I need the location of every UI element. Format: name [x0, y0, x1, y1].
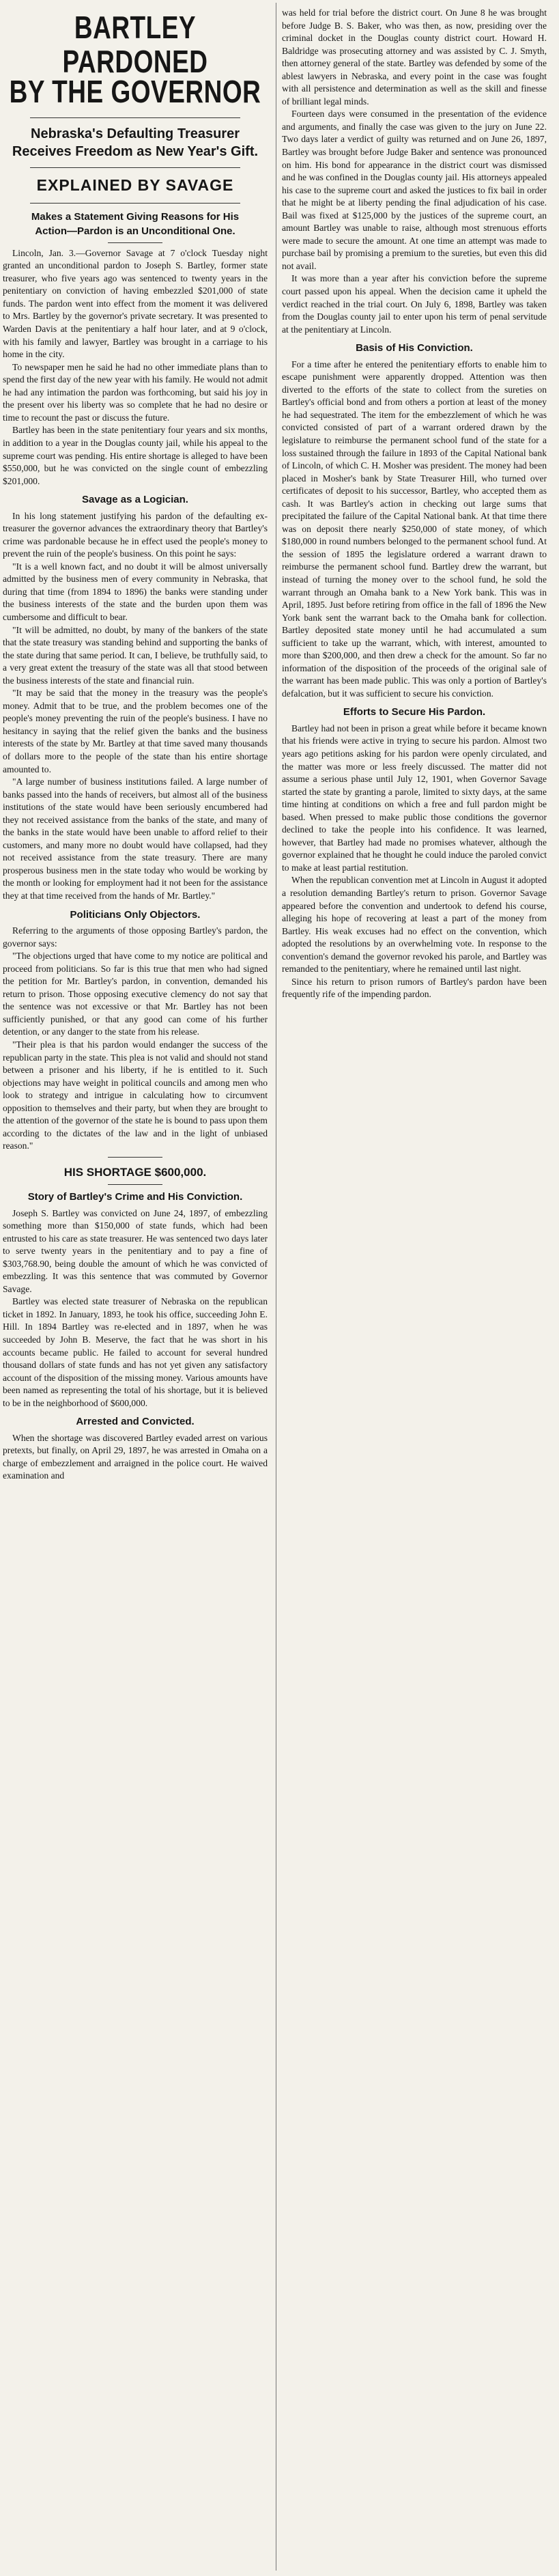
paragraph: "It will be admitted, no doubt, by many of the bankers of the state that the state treasury was standing behind and supporting the banks of the state during that same period. It can, I believe, be truthfully said, to a very great extent the treasury of the state was all that stood between the business interests of the state and financial ruin. [3, 624, 268, 686]
paragraph: "It may be said that the money in the treasury was the people's money. Admit that to be true, and the problem becomes one of the people's money preventing the ruin of the people's business. I have no hesitancy in saying that the relief given the banks and the business interests of the state by Mr. Bartley at that time saved many thousands of dollars more to the people of the state than his entire shortage amounted to. [3, 688, 268, 774]
subhead-story: Story of Bartley's Crime and His Conviction. [27, 1191, 243, 1203]
paragraph: Bartley has been in the state penitentiary four years and six months, in addition to a year in the Douglas county jail, while his appeal to the supreme court was pending. His entire shortage is alleged to have been $550,000, but he was convicted on the single count of embezzling $201,000. [3, 425, 268, 486]
subhead-politicians: Politicians Only Objectors. [70, 908, 201, 921]
divider [108, 242, 162, 243]
paragraph: "It is a well known fact, and no doubt it will be almost universally admitted by the business men of every community in Nebraska, that during that time (from 1894 to 1896) the banks were standing under the business interests of the state and the burden upon them was cumbersome and difficult to bear. [3, 561, 268, 622]
paragraph: "A large number of business institutions failed. A large number of banks passed into the hands of receivers, but almost all of the business institutions of the state would have been seriously encumbered had they not received assistance from the banks of the state, and many of the banks in the state would have been unable to afford relief to their customers, and many more no doubt would have collapsed, had they not received assistance from the state treasury. There are many prosperous business men in the state today who would be working by the month or looking for employment had it not been for the assistance they at that time received from the hands of Mr. Bartley." [3, 776, 268, 901]
paragraph: was held for trial before the district court. On June 8 he was brought before Judge B. S. Baker, who was then, as now, presiding over the criminal docket in the Douglas county district court. Howard H. Baldridge was prosecuting attorney and was assisted by C. J. Smyth, then attorney general of the state. Bartley was defended by some of the ablest lawyers in Nebraska, and every point in the case was fought with all persistence and determination as well as the skill and finesse of brilliant legal minds. [282, 8, 547, 107]
deck-1: Nebraska's Defaulting Treasurer Receives Freedom as New Year's Gift. [12, 126, 259, 159]
divider [108, 1184, 162, 1185]
paragraph: When the shortage was discovered Bartley evaded arrest on various pretexts, but finally, on April 29, 1897, he was arrested in Omaha on a charge of embezzlement and arraigned in the police court. He waived examination and [3, 1432, 268, 1481]
paragraph: "Their plea is that his pardon would endanger the success of the republican party in the state. This plea is not valid and should not stand between a prisoner and his liberty, if he is entitled to it. Such objections may have weight in political councils and among men who look to strategy and intrigue in calculating how to circumvent opposition to themselves and their party, but when they are brought to the attention of the governor of the state he is bound to pass upon them according to the dictates of the law and in the light of unbiased reason." [3, 1039, 268, 1151]
paragraph: In his long statement justifying his pardon of the defaulting ex-treasurer the governor advances the extraordinary theory that Bartley's crime was pardonable because he in effect used the people's money to prevent the ruin of the people's business. On this point he says: [3, 510, 268, 559]
subhead-arrested: Arrested and Convicted. [76, 1416, 195, 1428]
headline-line-2: BY THE GOVERNOR [9, 74, 261, 109]
divider [30, 167, 240, 168]
paragraph: Fourteen days were consumed in the presentation of the evidence and arguments, and finally the case was given to the jury on June 22. Two days later a verdict of guilty was returned and on June 26, 1897, Bartley was brought before Judge Baker and sentence was pronounced on him. His bond for appearance in the district court was dismissed and he was confined in the Douglas county jail. His attorneys appealed his case to the supreme court and asked the justices to fix bail in order that he might be at liberty pending the final adjudication of his case. Bail was fixed at $125,000 by the justices of the supreme court, an amount Bartley was unable to raise, although most strenuous efforts were made to secure the amount. At one time an attempt was made to purchase bail by promising a premium to the sureties, but even this did not avail. [282, 109, 547, 271]
paragraph: When the republican convention met at Lincoln in August it adopted a resolution demanding Bartley's return to prison. Governor Savage appeared before the convention and undertook to defend his course, alleging his hope of recovering at least a part of the money from Bartley. His weak excuses had no effect on the convention, which adopted the resolutions by an overwhelming vote. In response to the convention's demand the governor revoked his parole, and Bartley was remanded to the penitentiary, where he remained until last night. [282, 875, 547, 975]
paragraph: Since his return to prison rumors of Bartley's pardon have been frequently rife of the impending pardon. [282, 976, 547, 1000]
section-intro [3, 247, 268, 488]
right-column [279, 0, 549, 1001]
headline-line-1: BARTLEY PARDONED [62, 10, 208, 79]
subhead-basis: Basis of His Conviction. [356, 342, 473, 354]
subhead-efforts: Efforts to Secure His Pardon. [343, 706, 486, 718]
paragraph: Bartley had not been in prison a great while before it became known that his friends were active in trying to secure his pardon. Almost two years ago petitions asking for his pardon were openly circulated, and the matter was more or less freely discussed. The matter did not assume a serious phase until July 12, 1901, when Governor Savage started the state by granting a parole, limited to sixty days, at the same time hinting at conditions on which a free and full pardon might be based. When pressed to make public those conditions the governor declined to take the people into his confidence. It was learned, however, that Bartley had made no promises whatever, although the governor explained that he thought he could induce the paroled convict to make at least partial restitution. [282, 723, 547, 873]
paragraph: It was more than a year after his conviction before the supreme court passed upon his appeal. When the decision came it upheld the verdict reached in the trial court. On July 6, 1898, Bartley was taken from the Douglas county jail to enter upon his term of penal servitude at the penitentiary at Lincoln. [282, 273, 547, 335]
paragraph: "The objections urged that have come to my notice are political and proceed from politicians. So far is this true that men who had signed the petition for Mr. Bartley's pardon, in convention, demanded his return to prison. Those opposing executive clemency do not say that the sentence was not excessive or that Mr. Bartley has not been sufficiently punished, or that any good can come of his further detention, or any danger to the state from his release. [3, 951, 268, 1037]
section-trial [282, 7, 547, 336]
section-story [3, 1207, 268, 1410]
paragraph: Bartley was elected state treasurer of Nebraska on the republican ticket in 1892. In January, 1893, he took his office, succeeding John E. Hill. In 1894 Bartley was re-elected and in 1897, when he was succeeded by John B. Meserve, the fact that he was short in his accounts became public. He failed to account for several hundred thousand dollars of state funds and has not yet given any satisfactory account of the disposition of the missing money. Various amounts have been named as representing the total of his shortage, but it is believed to be in the neighborhood of $600,000. [3, 1296, 268, 1408]
section-logician [3, 510, 268, 903]
paragraph: Joseph S. Bartley was convicted on June 24, 1897, of embezzling something more than $150,000 of state funds, which had been entrusted to his care as state treasurer. He was sentenced two days later to serve twenty years in the penitentiary and to pay a fine of $303,768.90, being double the amount of which he was convicted of embezzling. It was this sentence that was commuted by Governor Savage. [3, 1207, 268, 1294]
paragraph: To newspaper men he said he had no other immediate plans than to spend the first day of the new year with his family. He would not admit he had any intimation the pardon was forthcoming, but said his joy in the present over his liberty was so complete that he had no desire or time to recount the past or discuss the future. [3, 361, 268, 423]
section-politicians [3, 925, 268, 1153]
paragraph: Referring to the arguments of those opposing Bartley's pardon, the governor says: [3, 925, 268, 949]
section-arrested [3, 1432, 268, 1483]
subhead-logician: Savage as a Logician. [82, 494, 188, 506]
section-efforts [282, 723, 547, 1001]
left-column [0, 0, 270, 1483]
deck-3: Makes a Statement Giving Reasons for His Action—Pardon is an Unconditional One. [31, 211, 240, 237]
divider [30, 203, 240, 204]
paragraph: Lincoln, Jan. 3.—Governor Savage at 7 o'clock Tuesday night granted an unconditional pardon to Joseph S. Bartley, former state treasurer, who five years ago was sentenced to twenty years in the penitentiary on conviction of having embezzled $201,000 of state funds. The pardon went into effect from the moment it was delivered to Mrs. Bartley by the governor's private secretary. It was presented to Warden Davis at the penitentiary a half hour later, and at 9 o'clock, with his family and lawyer, Bartley was brought in a carriage to his home in the city. [3, 247, 268, 360]
divider [108, 1157, 162, 1158]
deck-2: EXPLAINED BY SAVAGE [36, 176, 234, 194]
bighead-shortage: HIS SHORTAGE $600,000. [63, 1165, 207, 1179]
section-basis [282, 359, 547, 701]
divider [30, 117, 240, 118]
paragraph: For a time after he entered the penitentiary efforts to enable him to escape punishment were apparently dropped. Attention was then diverted to the efforts of the state to collect from the sureties on Bartley's official bond and from others a portion at least of the money he had sequestrated. The item for the embezzlement of which he was convicted consisted of part of a warrant ordered drawn by the legislature to reimburse the permanent school fund of the state for a loss sustained through the failure in 1893 of the Capital National bank of Lincoln, of which C. H. Mosher was president. The money had been placed in Mosher's bank by State Treasurer Hill, who turned over certificates of deposit to his successor, Bartley, who accepted them as cash. It was Bartley's action in checking out large sums that precipitated the failure of the Capital National bank. At that time there was on deposit there nearly $250,000 of state money, of which $180,000 in round numbers belonged to the permanent school fund. At the session of 1895 the legislature ordered a warrant drawn to reimburse the permanent school fund. Bartley drew the warrant, but instead of turning the money over to the school fund, he sold the warrant through an Omaha bank to a New York bank. This was in April, 1895. Just before retiring from office in the fall of 1896 the New York bank sent the warrant back to the Omaha bank for collection. Bartley deposited state money until he had accumulated a sum sufficient to take up the warrant, which, with interest, amounted to more than $200,000, and then drew a check for the amount. So far no information of the disposition of the proceeds of the original sale of the warrant has been made public. This was only a portion of Bartley's defalcation, but it was sufficient to secure his conviction. [282, 359, 547, 699]
